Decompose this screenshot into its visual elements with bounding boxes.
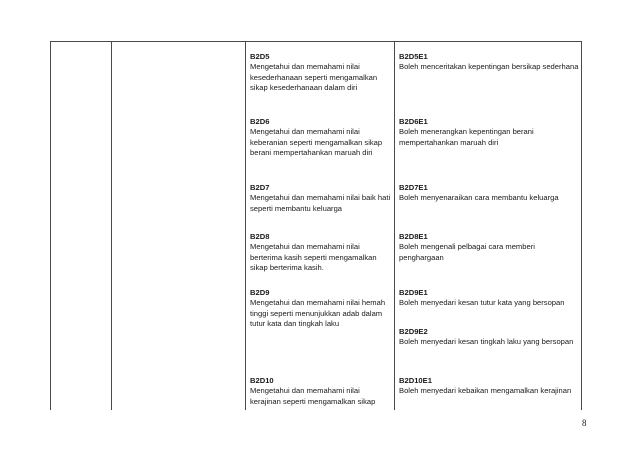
standard-cell [250, 376, 392, 407]
evidence-cell [399, 52, 579, 73]
evidence-code: B2D5E1 [399, 52, 428, 61]
evidence-text: Boleh mengenali pelbagai cara memberi penghargaan [399, 242, 535, 262]
evidence-text: Boleh menyedari kesan tutur kata yang bersopan [399, 298, 565, 308]
evidence-code: B2D9E2 [399, 327, 428, 336]
evidence-code: B2D7E1 [399, 183, 428, 192]
standard-code: B2D9 [250, 288, 270, 297]
standard-code: B2D5 [250, 52, 270, 61]
standard-cell [250, 52, 392, 94]
evidence-cell [399, 117, 579, 148]
evidence-code: B2D6E1 [399, 117, 428, 126]
evidence-text: Boleh menceritakan kepentingan bersikap sederhana [399, 62, 579, 72]
standard-code: B2D7 [250, 183, 270, 192]
evidence-cell [399, 327, 579, 348]
standard-cell [250, 117, 392, 159]
standard-text: Mengetahui dan memahami nilai hemah tinggi seperti menunjukkan adab dalam tutur kata dan tingkah laku [250, 298, 386, 329]
evidence-text: Boleh menerangkan kepentingan berani mempertahankan maruah diri [399, 127, 534, 147]
table-left-border [50, 41, 51, 410]
evidence-text: Boleh menyedari kesan tingkah laku yang bersopan [399, 337, 574, 347]
evidence-text: Boleh menyenaraikan cara membantu keluarga [399, 193, 559, 203]
standard-text: Mengetahui dan memahami nilai berterima kasih seperti mengamalkan sikap berterima kasih. [250, 242, 377, 273]
standard-text: Mengetahui dan memahami nilai kerajinan seperti mengamalkan sikap [250, 386, 376, 406]
standard-code: B2D8 [250, 232, 270, 241]
standard-text: Mengetahui dan memahami nilai baik hati seperti membantu keluarga [250, 193, 391, 213]
column-divider-1 [111, 41, 112, 410]
column-divider-3 [394, 41, 395, 410]
evidence-cell [399, 288, 579, 309]
standard-code: B2D10 [250, 376, 274, 385]
evidence-text: Boleh menyedari kebaikan mengamalkan kerajinan [399, 386, 572, 396]
evidence-code: B2D9E1 [399, 288, 428, 297]
standard-cell [250, 183, 392, 214]
evidence-cell [399, 232, 579, 263]
standard-text: Mengetahui dan memahami nilai keberanian seperti mengamalkan sikap berani mempertahankan maruah diri [250, 127, 383, 158]
standard-code: B2D6 [250, 117, 270, 126]
evidence-cell [399, 183, 579, 204]
standard-cell [250, 232, 392, 274]
standard-cell [250, 288, 392, 330]
table-top-border [50, 41, 582, 42]
table-right-border [581, 41, 582, 410]
standard-text: Mengetahui dan memahami nilai kesederhanaan seperti mengamalkan sikap kesederhanaan dalam diri [250, 62, 378, 93]
evidence-code: B2D8E1 [399, 232, 428, 241]
column-divider-2 [245, 41, 246, 410]
evidence-code: B2D10E1 [399, 376, 432, 385]
page-number: 8 [582, 418, 587, 428]
evidence-cell [399, 376, 579, 397]
